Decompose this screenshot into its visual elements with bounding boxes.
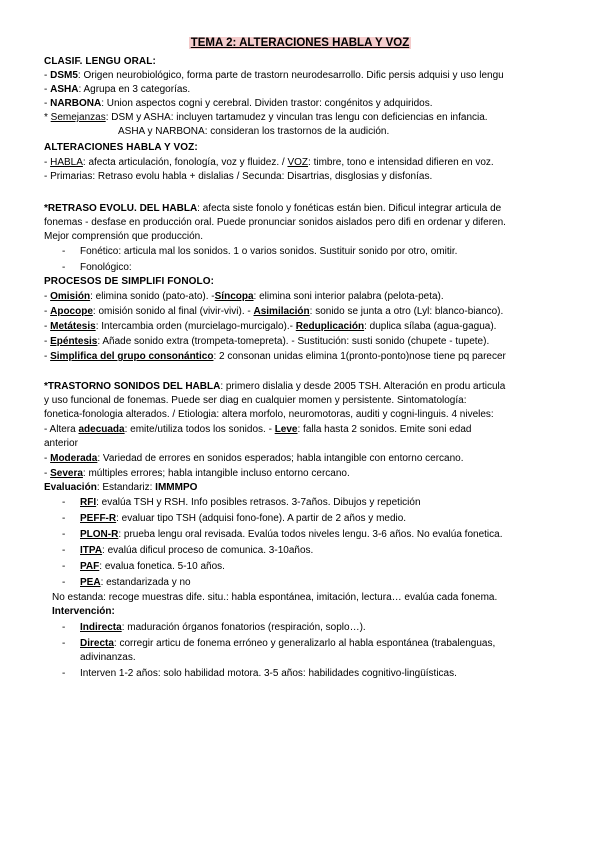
line-narbona: - NARBONA: Union aspectos cogni y cerebral. Dividen trastor: congénitos y adquiridos. (44, 98, 433, 109)
line-primarias: - Primarias: Retraso evolu habla + dislalias / Secunda: Disartrias, disglosias y disfonías. (44, 171, 433, 182)
line-retraso-3: Mejor comprensión que producción. (44, 231, 203, 242)
line-apocope: - Apocope: omisión sonido al final (vivir-vivi). - Asimilación: sonido se junta a otro (Lyl: blanco-bianco). (44, 306, 504, 317)
bullet-dash: - (62, 497, 66, 508)
list-item-test: RFI: evalúa TSH y RSH. Info posibles retrasos. 3-7años. Dibujos y repetición (80, 497, 421, 508)
bullet-dash: - (62, 513, 66, 524)
bullet-dash: - (62, 561, 66, 572)
line-semejanzas: * Semejanzas: DSM y ASHA: incluyen tartamudez y vinculan tras lengu con deficiencias en infancia. (44, 112, 488, 123)
list-item-test: PLON-R: prueba lengu oral revisada. Evalúa todos niveles lengu. 3-6 años. No evalúa fonetica. (80, 529, 503, 540)
bullet-dash: - (62, 577, 66, 588)
list-item-fonetico: Fonético: articula mal los sonidos. 1 o varios sonidos. Sustituir sonido por otro, omitir. (80, 246, 458, 257)
line-simplifica: - Simplifica del grupo consonántico: 2 consonan unidas elimina 1(pronto-ponto)nose tiene pq parecer (44, 351, 506, 362)
line-severa: - Severa: múltiples errores; habla intangible incluso entorno cercano. (44, 468, 350, 479)
line-no-estandar: No estanda: recoge muestras dife. situ.: habla espontánea, imitación, lectura… evalúa cada fonema. (52, 592, 498, 603)
bullet-dash: - (62, 545, 66, 556)
line-semejanzas-2: ASHA y NARBONA: consideran los trastornos de la audición. (118, 126, 390, 137)
line-dsm: - DSM5: Origen neurobiológico, forma parte de trastorn neurodesarrollo. Dific persis adquisi y uso lengu (44, 70, 504, 81)
bullet-dash: - (62, 262, 66, 273)
line-metatesis: - Metátesis: Intercambia orden (murcielago-murcigalo).- Reduplicación: duplica sílaba (agua-gagua). (44, 321, 497, 332)
section-heading-intervencion: Intervención: (52, 606, 115, 617)
bullet-dash: - (62, 529, 66, 540)
list-item-test: ITPA: evalúa dificul proceso de comunica. 3-10años. (80, 545, 314, 556)
list-item-fonologico: Fonológico: (80, 262, 132, 273)
section-heading-alteraciones: ALTERACIONES HABLA Y VOZ: (44, 142, 198, 153)
list-item-directa: Directa: corregir articu de fonema erróneo y generalizarlo al habla espontánea (trabalenguas, (80, 638, 496, 649)
bullet-dash: - (62, 638, 66, 649)
line-epentesis: - Epéntesis: Añade sonido extra (trompeta-tomepreta). - Sustitución: susti sonido (chupete - tupete). (44, 336, 490, 347)
line-moderada: - Moderada: Variedad de errores en sonidos esperados; habla intangible con entorno cercano. (44, 453, 464, 464)
line-habla-voz: - HABLA: afecta articulación, fonología, voz y fluidez. / VOZ: timbre, tono e intensidad difieren en voz. (44, 157, 494, 168)
list-item-directa-cont: adivinanzas. (80, 652, 136, 663)
line-trastorno-1: *TRASTORNO SONIDOS DEL HABLA: primero dislalia y desde 2005 TSH. Alteración en produ articula (44, 381, 506, 392)
line-trastorno-3: fonetica-fonologia alterados. / Etiologia: altera morfolo, neuromotoras, auditi y cogni-linguis. 4 niveles: (44, 409, 494, 420)
list-item-test: PEFF-R: evaluar tipo TSH (adquisi fono-fone). A partir de 2 años y medio. (80, 513, 407, 524)
line-evaluacion: Evaluación: Estandariz: IMMMPO (44, 482, 198, 493)
bullet-dash: - (62, 668, 66, 679)
line-retraso-2: fonemas - desfase en producción oral. Puede pronunciar sonidos aislados pero difi en ordenar y diferen. (44, 217, 506, 228)
bullet-dash: - (62, 622, 66, 633)
line-retraso-1: *RETRASO EVOLU. DEL HABLA: afecta siste fonolo y fonéticas están bien. Dificul integrar articula de (44, 203, 502, 214)
line-trastorno-5: anterior (44, 438, 78, 449)
list-item-test: PEA: estandarizada y no (80, 577, 191, 588)
line-trastorno-4: - Altera adecuada: emite/utiliza todos los sonidos. - Leve: falla hasta 2 sonidos. Emite soni edad (44, 424, 472, 435)
list-item-interven-edades: Interven 1-2 años: solo habilidad motora. 3-5 años: habilidades cognitivo-lingüísticas. (80, 668, 457, 679)
page-title: TEMA 2: ALTERACIONES HABLA Y VOZ (190, 37, 410, 49)
line-asha: - ASHA: Agrupa en 3 categorías. (44, 84, 191, 95)
list-item-test: PAF: evalua fonetica. 5-10 años. (80, 561, 225, 572)
section-heading-clasif: CLASIF. LENGU ORAL: (44, 56, 156, 67)
line-omision: - Omisión: elimina sonido (pato-ato). -Síncopa: elimina soni interior palabra (pelota-peta). (44, 291, 444, 302)
list-item-indirecta: Indirecta: maduración órganos fonatorios (respiración, soplo…). (80, 622, 366, 633)
section-heading-procesos: PROCESOS DE SIMPLIFI FONOLO: (44, 276, 215, 287)
bullet-dash: - (62, 246, 66, 257)
line-trastorno-2: y uso funcional de fonemas. Puede ser diag en cualquier momen y persistente. Sintomatología: (44, 395, 467, 406)
